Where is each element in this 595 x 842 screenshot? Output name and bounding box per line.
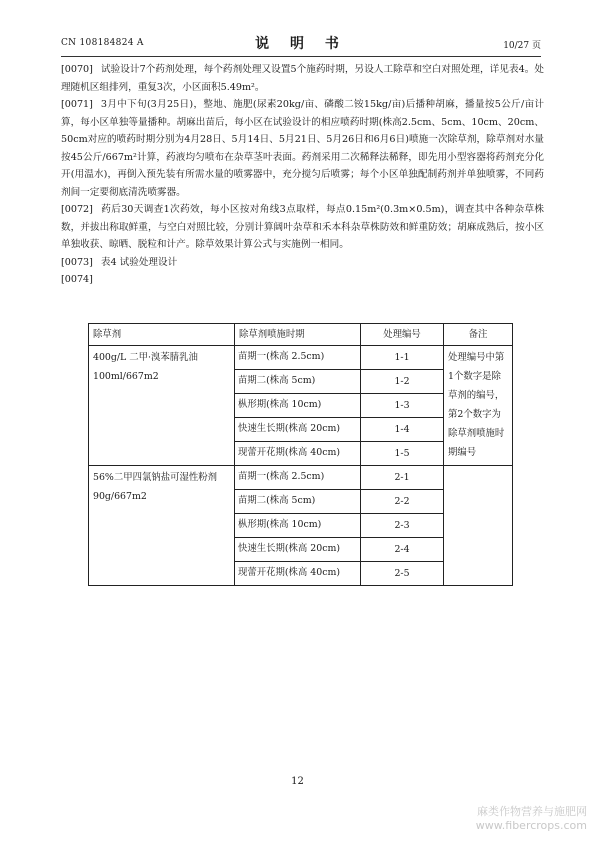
header-remark: 备注 [444,324,513,346]
period-cell: 苗期一(株高 2.5cm) [235,466,361,490]
period-cell: 快速生长期(株高 20cm) [235,418,361,442]
table-caption: 表4 试验处理设计 [100,256,178,268]
herbicide-cell: 56%二甲四氯钠盐可湿性粉剂 90g/667m2 [89,466,235,586]
document-type-title: 说 明 书 [255,36,347,52]
paragraph-0074 [61,271,544,289]
header-divider [61,56,541,57]
period-cell: 快速生长期(株高 20cm) [235,538,361,562]
patent-number: CN 108184824 A [61,38,144,48]
herbicide-cell: 400g/L 二甲·溴苯腈乳油 100ml/667m2 [89,346,235,466]
code-cell: 1-4 [361,418,444,442]
paragraph-tag: [0072] [61,204,93,215]
paragraph-text: 试验设计7个药剂处理，每个药剂处理又设置5个施药时期，另设人工除草和空白对照处理，详见表4。处理随机区组排列，重复3次，小区面积5.49m²。 [61,64,544,93]
header-treatment-code: 处理编号 [361,324,444,346]
page-number: 12 [291,776,304,787]
paragraph-tag: [0074] [61,274,93,285]
paragraph-text: 药后30天调查1次药效，每小区按对角线3点取样，每点0.15m²(0.3m×0.5m)，调查其中各种杂草株数，并拔出称取鲜重，与空白对照比较，分别计算阔叶杂草和禾本科杂草株防效和鲜重防效；胡麻成熟后，按小区单独收获、晾晒、脱粒和计产。除草效果计算公式与实施例一相同。 [61,204,544,250]
code-cell: 2-3 [361,514,444,538]
paragraph-0072 [61,201,544,254]
paragraph-tag: [0071] [61,99,93,110]
site-watermark [476,805,587,833]
code-cell: 2-4 [361,538,444,562]
table-row [89,466,513,490]
code-cell: 1-3 [361,394,444,418]
period-cell: 苗期二(株高 5cm) [235,370,361,394]
paragraph-tag: [0070] [61,64,93,75]
header-spray-period: 除草剂喷施时期 [235,324,361,346]
code-cell: 2-1 [361,466,444,490]
code-cell: 2-2 [361,490,444,514]
code-cell: 1-1 [361,346,444,370]
code-cell: 1-2 [361,370,444,394]
remark-cell: 处理编号中第1个数字是除草剂的编号，第2个数字为除草剂喷施时期编号 [444,346,513,466]
period-cell: 苗期二(株高 5cm) [235,490,361,514]
code-cell: 1-5 [361,442,444,466]
body-text [61,61,544,289]
watermark-line-2: www.fibercrops.com [475,819,587,832]
paragraph-tag: [0073] [61,256,93,268]
page-info: 10/27 页 [503,41,541,51]
period-cell: 枞形期(株高 10cm) [235,514,361,538]
table-row [89,346,513,370]
period-cell: 现蕾开花期(株高 40cm) [235,442,361,466]
remark-cell-empty [444,466,513,586]
period-cell: 现蕾开花期(株高 40cm) [235,562,361,586]
header-herbicide: 除草剂 [89,324,235,346]
table-header-row [89,324,513,346]
period-cell: 枞形期(株高 10cm) [235,394,361,418]
code-cell: 2-5 [361,562,444,586]
paragraph-text: 3月中下旬(3月25日)，整地、施肥(尿素20kg/亩、磷酸二铵15kg/亩)后播种胡麻，播量按5公斤/亩计算，每小区单独等量播种。胡麻出苗后，每小区在试验设计的相应喷药时期(株高2.5cm、5cm、10cm、20cm、50cm对应的喷药时期分别为4月28日、5月14日、5月21日、5月26日和6月6日)喷施一次除草剂，除草剂对水量按45公斤/667m²计算，药液均匀喷布在杂草茎叶表面。药剂采用二次稀释法稀释，即先用小型容器将药剂充分化开(用温水)，再倒入预先装有所需水量的喷雾器中，充分搅匀后喷雾；每个小区单独配制药剂并单独喷雾，不同药剂间一定要彻底清洗喷雾器。 [61,99,544,198]
treatment-design-table [88,323,513,586]
paragraph-0071 [61,96,544,201]
period-cell: 苗期一(株高 2.5cm) [235,346,361,370]
paragraph-0070 [61,61,544,96]
paragraph-0073 [61,254,544,272]
watermark-line-1: 麻类作物营养与施肥网 [477,805,587,818]
page-header [61,33,541,53]
